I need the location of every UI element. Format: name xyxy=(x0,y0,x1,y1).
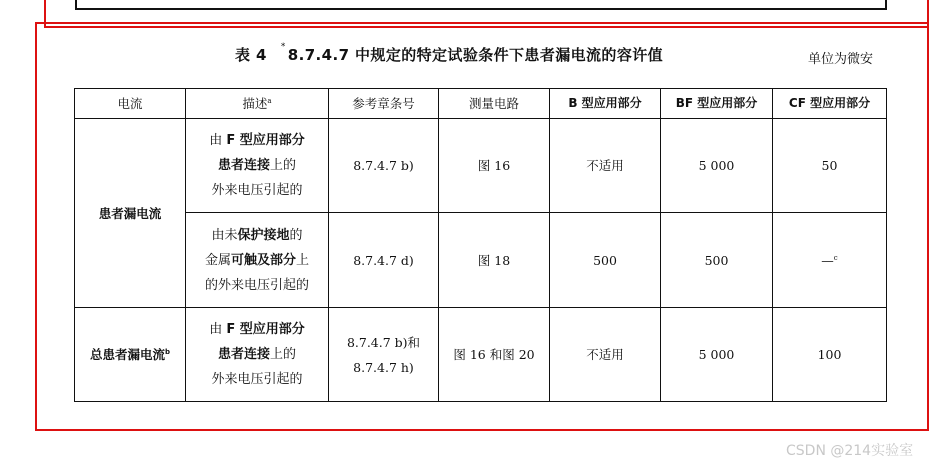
row1-bf-value: 5 000 xyxy=(661,119,773,213)
row2-reference: 8.7.4.7 d) xyxy=(329,213,439,308)
header-row xyxy=(75,89,887,119)
row2-circuit: 图 18 xyxy=(439,213,550,308)
row1-reference: 8.7.4.7 b) xyxy=(329,119,439,213)
patient-leakage-label: 患者漏电流 xyxy=(75,119,186,308)
table-title: 8.7.4.7 中规定的特定试验条件下患者漏电流的容许值 xyxy=(287,46,664,64)
row3-bf-value: 5 000 xyxy=(661,308,773,402)
row3-b-value: 不适用 xyxy=(550,308,661,402)
row3-circuit: 图 16 和图 20 xyxy=(439,308,550,402)
table-row xyxy=(75,213,887,308)
row3-description: 由 F 型应用部分 患者连接上的 外来电压引起的 xyxy=(186,308,329,402)
row2-description: 由未保护接地的 金属可触及部分上 的外来电压引起的 xyxy=(186,213,329,308)
note-b-marker: b xyxy=(165,348,171,356)
row3-cf-value: 100 xyxy=(773,308,887,402)
row1-description: 由 F 型应用部分 患者连接上的 外来电压引起的 xyxy=(186,119,329,213)
header-reference: 参考章条号 xyxy=(329,89,439,119)
header-description: 描述$^a$ xyxy=(186,89,329,119)
previous-table-edge xyxy=(75,0,887,10)
total-leakage-label: 总患者漏电流$^b$ xyxy=(75,308,186,402)
table-row xyxy=(75,308,887,402)
row2-bf-value: 500 xyxy=(661,213,773,308)
row1-cf-value: 50 xyxy=(773,119,887,213)
note-c-marker: c xyxy=(833,253,838,262)
row3-reference: 8.7.4.7 b)和 8.7.4.7 h) xyxy=(329,308,439,402)
header-circuit: 测量电路 xyxy=(439,89,550,119)
header-bf-type: BF 型应用部分 xyxy=(661,89,773,119)
note-a-marker: a xyxy=(267,97,272,105)
unit-label: 单位为微安 xyxy=(808,52,874,67)
row2-cf-value: —$^c$ xyxy=(773,213,887,308)
leakage-current-table xyxy=(74,88,887,402)
watermark: CSDN @214实验室 xyxy=(786,443,914,459)
caption-marker: * xyxy=(280,42,286,52)
header-cf-type: CF 型应用部分 xyxy=(773,89,887,119)
table-row xyxy=(75,119,887,213)
table-caption xyxy=(235,44,663,65)
row2-b-value: 500 xyxy=(550,213,661,308)
row1-circuit: 图 16 xyxy=(439,119,550,213)
table-number: 表 4 xyxy=(235,46,267,64)
header-current: 电流 xyxy=(75,89,186,119)
header-b-type: B 型应用部分 xyxy=(550,89,661,119)
row1-b-value: 不适用 xyxy=(550,119,661,213)
